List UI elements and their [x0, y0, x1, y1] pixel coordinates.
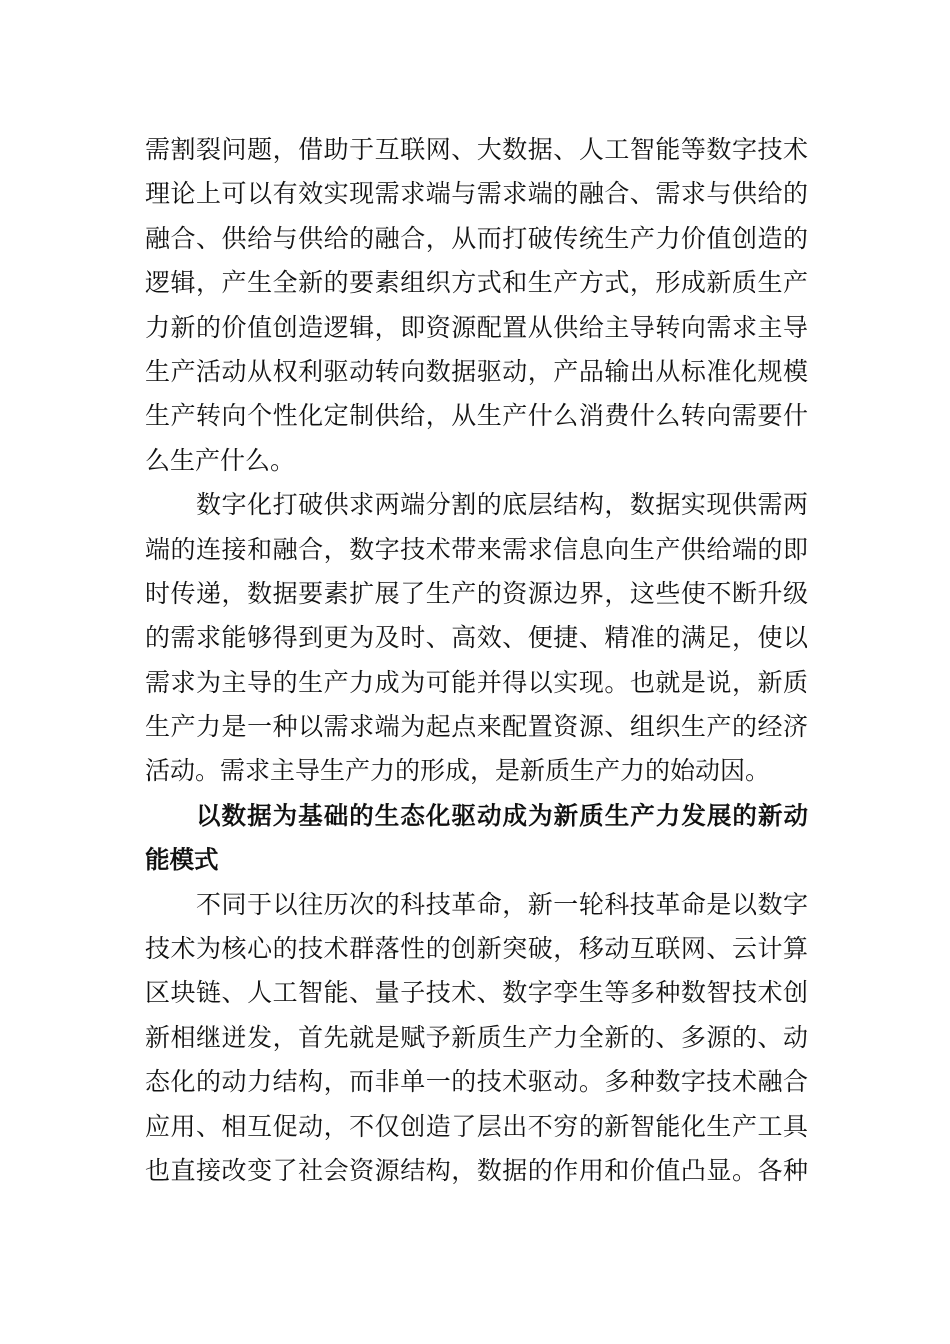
text-line: 时传递，数据要素扩展了生产的资源边界，这些使不断升级 [145, 578, 808, 608]
text-line: 不同于以往历次的科技革命，新一轮科技革命是以数字 [196, 889, 808, 919]
text-line: 以数据为基础的生态化驱动成为新质生产力发展的新动 [196, 800, 808, 830]
text-line: 理论上可以有效实现需求端与需求端的融合、需求与供给的 [145, 179, 808, 209]
text-line: 生产活动从权利驱动转向数据驱动，产品输出从标准化规模 [145, 356, 808, 386]
text-line: 力新的价值创造逻辑，即资源配置从供给主导转向需求主导 [145, 312, 808, 342]
text-line: 能模式 [145, 845, 219, 875]
text-line: 融合、供给与供给的融合，从而打破传统生产力价值创造的 [145, 223, 808, 253]
text-line: 区块链、人工智能、量子技术、数字孪生等多种数智技术创 [145, 978, 808, 1008]
text-line: 数字化打破供求两端分割的底层结构，数据实现供需两 [196, 490, 808, 520]
section-heading [145, 794, 808, 883]
text-line: 需求为主导的生产力成为可能并得以实现。也就是说，新质 [145, 667, 808, 697]
text-line: 应用、相互促动，不仅创造了层出不穷的新智能化生产工具 [145, 1111, 808, 1141]
text-line: 技术为核心的技术群落性的创新突破，移动互联网、云计算 [145, 934, 808, 964]
text-line: 新相继迸发，首先就是赋予新质生产力全新的、多源的、动 [145, 1022, 808, 1052]
text-line: 态化的动力结构，而非单一的技术驱动。多种数字技术融合 [145, 1067, 808, 1097]
text-line: 活动。需求主导生产力的形成，是新质生产力的始动因。 [145, 756, 771, 786]
paragraph [145, 128, 808, 483]
text-line: 的需求能够得到更为及时、高效、便捷、精准的满足，使以 [145, 623, 808, 653]
text-line: 需割裂问题，借助于互联网、大数据、人工智能等数字技术 [145, 135, 808, 164]
text-line: 生产力是一种以需求端为起点来配置资源、组织生产的经济 [145, 712, 808, 742]
text-line: 生产转向个性化定制供给，从生产什么消费什么转向需要什 [145, 401, 808, 431]
text-line: 端的连接和融合，数字技术带来需求信息向生产供给端的即 [145, 534, 808, 564]
document-body [145, 128, 808, 1193]
paragraph [145, 883, 808, 1194]
paragraph [145, 483, 808, 794]
text-line: 也直接改变了社会资源结构，数据的作用和价值凸显。各种 [145, 1155, 808, 1185]
text-line: 么生产什么。 [145, 445, 296, 475]
text-line: 逻辑，产生全新的要素组织方式和生产方式，形成新质生产 [145, 268, 808, 298]
